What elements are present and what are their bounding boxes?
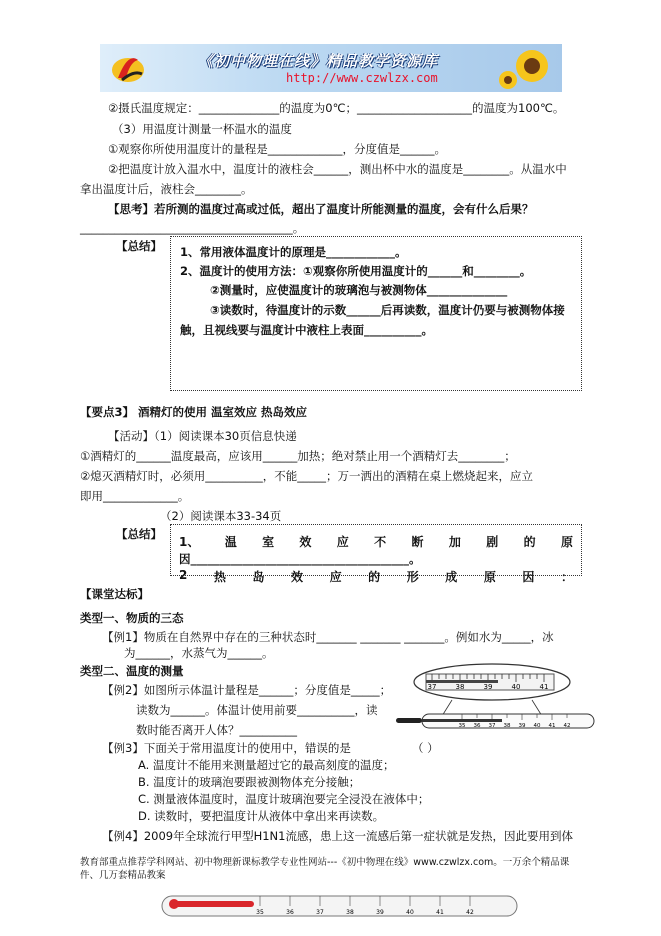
footer-thermometer-image — [160, 886, 520, 922]
think-question: 【思考】若所测的温度过高或过低，超出了温度计所能测量的温度，会有什么后果？ — [108, 202, 534, 216]
practice-title: 【课堂达标】 — [80, 587, 149, 601]
char: 断 — [411, 535, 424, 549]
scale-label: 36 — [473, 723, 481, 729]
summary-row-2 — [179, 568, 573, 585]
char: 1、 — [179, 535, 200, 549]
scale-label: 40 — [533, 723, 541, 729]
option-c: C. 测量液体温度时，温度计玻璃泡要完全浸没在液体中； — [138, 792, 430, 806]
text-line: 【例2】如图所示体温计量程是______；分度值是_____； — [102, 683, 392, 697]
char: 岛 — [252, 570, 265, 584]
option-b: B. 温度计的玻璃泡要跟被测物体充分接触； — [138, 775, 361, 789]
type-heading: 类型一、物质的三态 — [80, 611, 184, 625]
sunflower-icon — [498, 46, 558, 90]
char: 效 — [291, 570, 304, 584]
tick-label: 40 — [511, 683, 521, 691]
char: 的 — [368, 570, 381, 584]
char: 应 — [336, 535, 349, 549]
site-logo-icon — [108, 48, 148, 88]
answer-paren: （ ） — [412, 741, 439, 755]
text-line: 拿出温度计后，液柱会________。 — [80, 182, 253, 196]
char: 形 — [406, 570, 419, 584]
char: 2 — [179, 568, 188, 582]
text-line: 数时能否离开人体？__________ — [136, 723, 297, 737]
char: 热 — [213, 570, 226, 584]
text-line: _____________________________________。 — [80, 221, 305, 235]
text-line: ②把温度计放入温水中，温度计的液柱会______，测出杯中水的温度是________。从温水中 — [108, 162, 567, 176]
footer-text: 教育部重点推荐学科网站、初中物理新课标教学专业性网站---《初中物理在线》www.czwlzx.com。一万余个精品课 — [80, 857, 570, 868]
text-line: 【活动】（1）阅读课本30页信息快递 — [108, 429, 297, 443]
text-line: （3）用温度计测量一杯温水的温度 — [112, 122, 292, 136]
char: 温 — [224, 535, 237, 549]
text-line: 【例4】2009年全球流行甲型H1N1流感，患上这一流感后第一症状就是发热，因此要用到体 — [102, 829, 573, 843]
scale-label: 38 — [503, 723, 511, 729]
scale-label: 42 — [466, 909, 474, 916]
text-line: ①观察你所使用温度计的量程是_____________，分度值是______。 — [108, 142, 447, 156]
option-d: D. 读数时，要把温度计从液体中拿出来再读数。 — [138, 809, 385, 823]
text-line: （2）阅读课本33-34页 — [160, 509, 282, 523]
scale-label: 40 — [406, 909, 414, 916]
char: 不 — [374, 535, 387, 549]
text-line: ②熄灭酒精灯时，必须用__________，不能_____；万一洒出的酒精在桌上燃烧起来，应立 — [80, 469, 534, 483]
char: 加 — [448, 535, 461, 549]
header-banner — [100, 44, 562, 92]
section-title: 【要点3】 酒精灯的使用 温室效应 热岛效应 — [80, 405, 308, 419]
char: 原 — [560, 535, 573, 549]
scale-label: 38 — [346, 909, 354, 916]
char: 因 — [522, 570, 535, 584]
char: 剧 — [486, 535, 499, 549]
summary-line: ③读数时，待温度计的示数______后再读数，温度计仍要与被测物体接 — [210, 303, 565, 317]
option-a: A. 温度计不能用来测量超过它的最高刻度的温度； — [138, 758, 395, 772]
text-line: ①酒精灯的______温度最高，应该用______加热；绝对禁止用一个酒精灯去________； — [80, 449, 516, 463]
char: ： — [560, 570, 573, 584]
summary-row-1 — [179, 533, 573, 550]
summary-row-1b: 因______________________________________。 — [179, 552, 421, 566]
text-line: 读数为______。体温计使用前要__________，读 — [136, 703, 378, 717]
text-line: 【例1】物质在自然界中存在的三种状态时_______ _______ _______。例如水为_____，冰 — [102, 630, 554, 644]
summary-line: 1、常用液体温度计的原理是____________。 — [180, 245, 407, 259]
char: 原 — [483, 570, 496, 584]
tick-label: 39 — [483, 683, 493, 691]
clinical-thermometer-figure — [392, 660, 598, 742]
banner-url: http://www.czwlzx.com — [286, 71, 438, 85]
tick-label: 38 — [455, 683, 465, 691]
text-line: 【例3】下面关于常用温度计的使用中，错误的是 — [102, 741, 351, 755]
tick-label: 41 — [539, 683, 549, 691]
summary-line: 2、温度计的使用方法：①观察你所使用温度计的______和________。 — [180, 264, 532, 278]
scale-label: 35 — [458, 723, 466, 729]
summary-line: 触，且视线要与温度计中液柱上表面__________。 — [180, 323, 433, 337]
summary-box-2 — [170, 524, 582, 584]
footer-text: 件、几万套精品教案 — [80, 870, 166, 881]
scale-label: 41 — [548, 723, 556, 729]
char: 的 — [523, 535, 536, 549]
scale-label: 35 — [256, 909, 264, 916]
summary-label: 【总结】 — [116, 527, 162, 541]
text-line: ②摄氏温度规定：______________的温度为0℃；____________________的温度为100℃。 — [108, 101, 565, 115]
scale-label: 39 — [518, 723, 526, 729]
scale-label: 36 — [286, 909, 294, 916]
char: 效 — [299, 535, 312, 549]
scale-label: 37 — [488, 723, 496, 729]
scale-label: 41 — [436, 909, 444, 916]
char: 成 — [445, 570, 458, 584]
text-line: 即用_____________。 — [80, 489, 190, 503]
summary-label: 【总结】 — [116, 239, 162, 253]
char: 应 — [329, 570, 342, 584]
tick-label: 37 — [427, 683, 437, 691]
scale-label: 37 — [316, 909, 324, 916]
char: 室 — [262, 535, 275, 549]
scale-label: 42 — [563, 723, 571, 729]
banner-title: 《初中物理在线》精品教学资源库 — [198, 52, 439, 70]
scale-label: 39 — [376, 909, 384, 916]
text-line: 为______，水蒸气为______。 — [124, 646, 274, 660]
summary-line: ②测量时，应使温度计的玻璃泡与被测物体______________ — [210, 283, 508, 297]
type-heading: 类型二、温度的测量 — [80, 664, 184, 678]
